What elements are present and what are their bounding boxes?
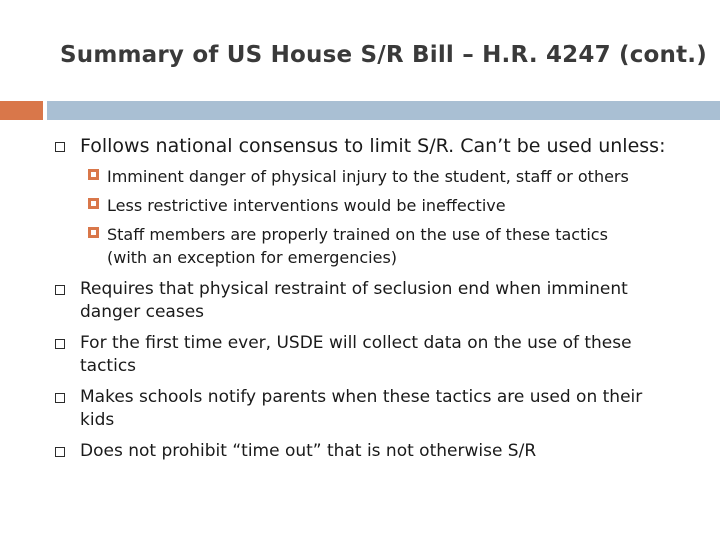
- square-bullet-icon: [55, 142, 65, 152]
- square-bullet-icon: [55, 339, 65, 349]
- sub-bullet-text: Less restrictive interventions would be ineffective: [107, 196, 506, 215]
- bullet-text: [80, 332, 690, 378]
- sub-bullet-line: Staff members are properly trained on the use of these tactics: [107, 225, 608, 244]
- square-bullet-icon: [55, 447, 65, 457]
- square-bullet-icon: [88, 198, 99, 209]
- bullet-line: tactics: [80, 356, 137, 376]
- sub-bullet-text: Imminent danger of physical injury to the student, staff or others: [107, 167, 629, 186]
- square-bullet-icon: [55, 393, 65, 403]
- sub-bullet-line: (with an exception for emergencies): [107, 248, 398, 267]
- bullet-text: Does not prohibit “time out” that is not otherwise S/R: [80, 441, 537, 461]
- bullet-line: For the first time ever, USDE will collect data on the use of these: [80, 333, 632, 353]
- bullet-text: [80, 386, 690, 432]
- square-bullet-icon: [88, 227, 99, 238]
- bullet-text: [80, 278, 690, 324]
- bullet-line: kids: [80, 410, 115, 430]
- sub-bullet-text: [107, 223, 702, 269]
- square-bullet-icon: [88, 169, 99, 180]
- bullet-text: Follows national consensus to limit S/R. Can’t be used unless:: [80, 135, 666, 157]
- slide-title: Summary of US House S/R Bill – H.R. 4247 (cont.): [60, 42, 707, 68]
- bullet-line: Makes schools notify parents when these tactics are used on their: [80, 387, 643, 407]
- square-bullet-icon: [55, 285, 65, 295]
- bullet-line: danger ceases: [80, 302, 205, 322]
- bullet-line: Requires that physical restraint of seclusion end when imminent: [80, 279, 628, 299]
